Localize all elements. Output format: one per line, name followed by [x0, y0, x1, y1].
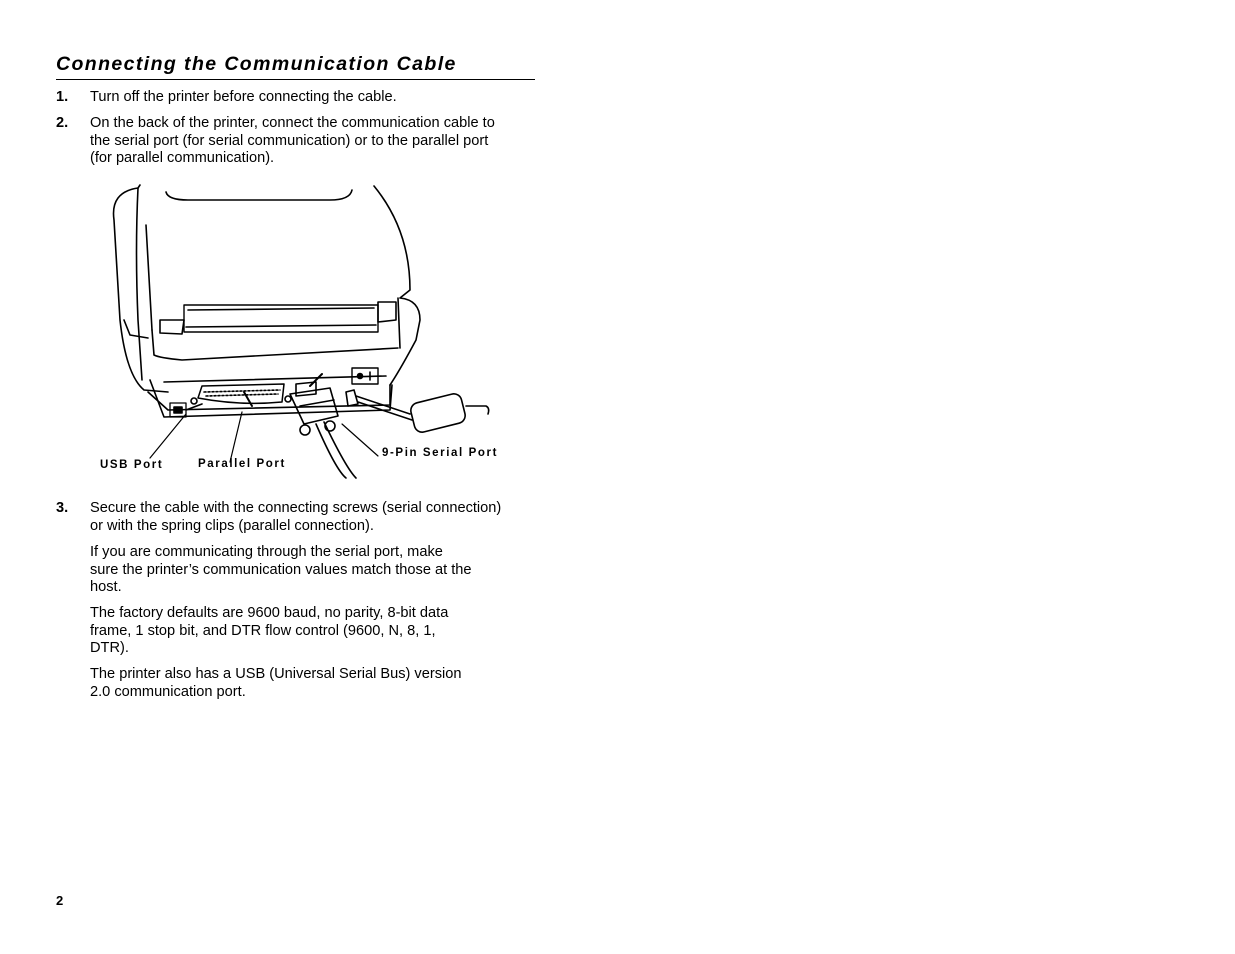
- paragraph-line: sure the printer’s communication values match those at the: [90, 561, 472, 578]
- step-number: 1.: [56, 89, 69, 105]
- paragraph-line: The factory defaults are 9600 baud, no parity, 8-bit data: [90, 605, 449, 621]
- step-number: 3.: [56, 500, 69, 516]
- step-text: [90, 115, 536, 168]
- printer-rear-illustration: [90, 180, 510, 480]
- serial-note-paragraph: [90, 544, 472, 597]
- step-text-line: or with the spring clips (parallel connection).: [90, 517, 374, 534]
- page-number: 2: [56, 893, 64, 908]
- step-number: 2.: [56, 115, 69, 131]
- usb-note-paragraph: [90, 666, 461, 701]
- section-heading: [56, 52, 535, 80]
- paragraph-line: host.: [90, 579, 122, 595]
- section-heading-text: Connecting the Communication Cable: [56, 53, 457, 75]
- usb-port-label: USB Port: [100, 459, 164, 471]
- step-text-line: On the back of the printer, connect the communication cable to: [90, 115, 495, 131]
- step-text-line: Secure the cable with the connecting screws (serial connection): [90, 500, 502, 516]
- printer-rear-drawing: [90, 180, 510, 480]
- step-text-line: (for parallel communication).: [90, 150, 275, 166]
- defaults-paragraph: [90, 605, 448, 658]
- paragraph-line: The printer also has a USB (Universal Serial Bus) version: [90, 666, 462, 682]
- paragraph-line: frame, 1 stop bit, and DTR flow control (9600, N, 8, 1,: [90, 622, 436, 639]
- step-text-line: the serial port (for serial communication) or to the parallel port: [90, 132, 489, 149]
- paragraph-line: DTR).: [90, 640, 129, 656]
- serial-port-label: 9-Pin Serial Port: [382, 447, 499, 459]
- paragraph-line: 2.0 communication port.: [90, 683, 246, 700]
- parallel-port-label: Parallel Port: [198, 458, 286, 470]
- step-text: [90, 500, 536, 535]
- paragraph-line: If you are communicating through the serial port, make: [90, 544, 443, 560]
- step-text: Turn off the printer before connecting the cable.: [90, 89, 397, 105]
